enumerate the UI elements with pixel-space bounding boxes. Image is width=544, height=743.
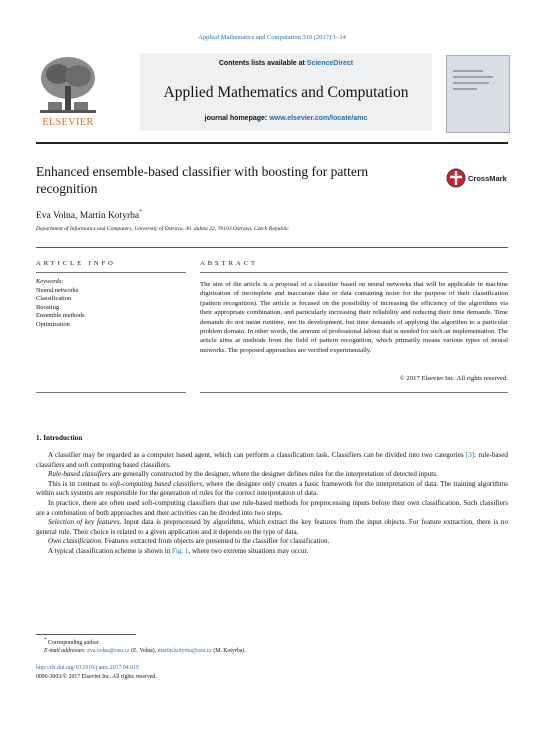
paragraph — [36, 537, 508, 547]
elsevier-wordmark: ELSEVIER — [42, 117, 94, 128]
email-owner: (E. Volna), — [129, 648, 158, 654]
paragraph — [36, 518, 508, 537]
paragraph-text: , where the designer only creates a basic framework for the interpretation of data. The training algorithms within such systems are responsible for the generation of rules for the correct interpretation of data. — [36, 479, 508, 498]
term-key-features: Selection of key features — [48, 518, 120, 527]
header-rule — [36, 142, 508, 144]
homepage-link[interactable]: www.elsevier.com/locate/amc — [269, 115, 368, 122]
running-head[interactable]: Applied Mathematics and Computation 310 (2017) 1–14 — [198, 34, 346, 41]
sciencedirect-link[interactable]: ScienceDirect — [306, 60, 354, 67]
article-info-bottom-rule — [36, 392, 186, 393]
paragraph — [36, 499, 508, 518]
abstract-heading: ABSTRACT — [200, 260, 258, 267]
keywords-title: Keywords: — [36, 278, 64, 285]
article-title: Enhanced ensemble-based classifier with boosting for pattern recognition — [36, 164, 369, 196]
footnote-corresponding — [44, 638, 100, 646]
footnote-rule — [36, 634, 136, 635]
paragraph — [36, 451, 508, 470]
contents-prefix: Contents lists available at — [218, 60, 307, 67]
homepage-prefix: journal homepage: — [204, 115, 270, 122]
paragraph-text: . Input data is preprocessed by algorithms, which extract the key features from the input objects. For feature extraction, there is no general rule. Their choice is related to a given application and it depends on the type of data. — [36, 518, 508, 536]
crossmark-label: CrossMark — [468, 174, 507, 183]
paragraph-text: This is in contrast to — [48, 479, 110, 488]
section-heading-introduction: 1. Introduction — [36, 434, 83, 442]
introduction-body — [36, 451, 508, 557]
paragraph — [36, 470, 508, 480]
corresponding-author-mark[interactable]: * — [139, 208, 143, 216]
keywords-block — [36, 278, 84, 330]
paragraph — [36, 480, 508, 499]
figure-link[interactable]: Fig. 1 — [171, 546, 189, 555]
paragraph-text: In practice, there are often used soft-computing classifiers that use rule-based methods for preprocessing inputs before their own classification. Such classifiers are a combination of both approaches and their activities can be divided into two steps. — [36, 498, 508, 517]
paragraph-text: A typical classification scheme is shown in — [48, 546, 172, 555]
author-names: Eva Volna, Martin Kotyrba — [36, 211, 140, 222]
paragraph-text: A classifier may be regarded as a computer based agent, which can perform a classification task. Classifiers can be divided into two categories — [48, 451, 466, 459]
affiliation: Department of Informatics and Computers, University of Ostrava, 30. dubna 22, 70103 Ostrava, Czech Republic — [36, 226, 289, 232]
footnote-emails — [44, 648, 246, 654]
abstract-rule — [200, 272, 508, 273]
doi-link[interactable]: http://dx.doi.org/10.1016/j.amc.2017.04.019 — [36, 665, 139, 671]
issn-line: 0096-3003/© 2017 Elsevier Inc. All rights reserved. — [36, 674, 157, 680]
crossmark-icon[interactable] — [446, 167, 516, 189]
reference-link[interactable]: [3] — [465, 451, 475, 459]
footnote-text: Corresponding author. — [47, 639, 100, 646]
article-info-heading: ARTICLE INFO — [36, 260, 116, 267]
email-owner: (M. Kotyrba). — [211, 648, 246, 654]
keyword-item: Neural networks — [36, 286, 79, 294]
keyword-item: Ensemble methods — [36, 312, 85, 320]
paragraph-text: : rule-based classifiers and soft computing based classifiers. — [36, 451, 508, 469]
authors-line — [36, 208, 143, 221]
article-info-rule — [36, 272, 186, 273]
term-soft-computing: soft-computing based classifiers — [109, 479, 203, 488]
contents-line — [140, 60, 432, 67]
paragraph-text: , where two extreme situations may occur. — [188, 546, 309, 555]
keyword-item: Boosting — [36, 303, 60, 311]
term-rule-based: Rule-based classifiers — [48, 470, 111, 479]
journal-cover-thumbnail[interactable] — [446, 55, 510, 133]
paragraph-text: . Features extracted from objects are presented to the classifier for classification. — [101, 537, 330, 546]
abstract-copyright: © 2017 Elsevier Inc. All rights reserved. — [399, 375, 508, 382]
keyword-item: Classification — [36, 295, 72, 303]
email-label: E-mail addresses: — [44, 648, 86, 654]
keyword-item: Optimization — [36, 320, 70, 328]
email-link-kotyrba[interactable]: martin.kotyrba@osu.cz — [157, 648, 212, 654]
abstract-text: The aim of the article is a proposal of a classifier based on neural networks that will be applicable in machine digitization of incomplete and inaccurate data or data containing noise for the purpose of their classification (pattern recognition). The article is focused on the possibility of increasing the efficiency of the algorithms via their appropriate combination, and particularly increasing their reliability and reducing their time demands. Time demands do not mean runtime, nor its development, but time demands of applying the algorithm to a particular problem domain. In other words, the amount of professional labour that is needed for such an implementation. The article aims at methods from the field of pattern recognition, which primarily means various types of neural networks. The proposed approaches are verified experimentally. — [200, 281, 508, 354]
footnote-mark: * — [44, 638, 47, 643]
paragraph-text: are generally constructed by the designer, where the designer defines rules for the interpretation of detected inputs. — [110, 470, 438, 479]
paragraph — [36, 547, 508, 557]
affiliation-rule — [36, 247, 508, 248]
email-link-volna[interactable]: eva.volna@osu.cz — [87, 648, 130, 654]
homepage-line — [140, 115, 432, 122]
term-own-classification: Own classification — [48, 537, 102, 546]
abstract-bottom-rule — [200, 392, 508, 393]
journal-name: Applied Mathematics and Computation — [163, 84, 409, 101]
